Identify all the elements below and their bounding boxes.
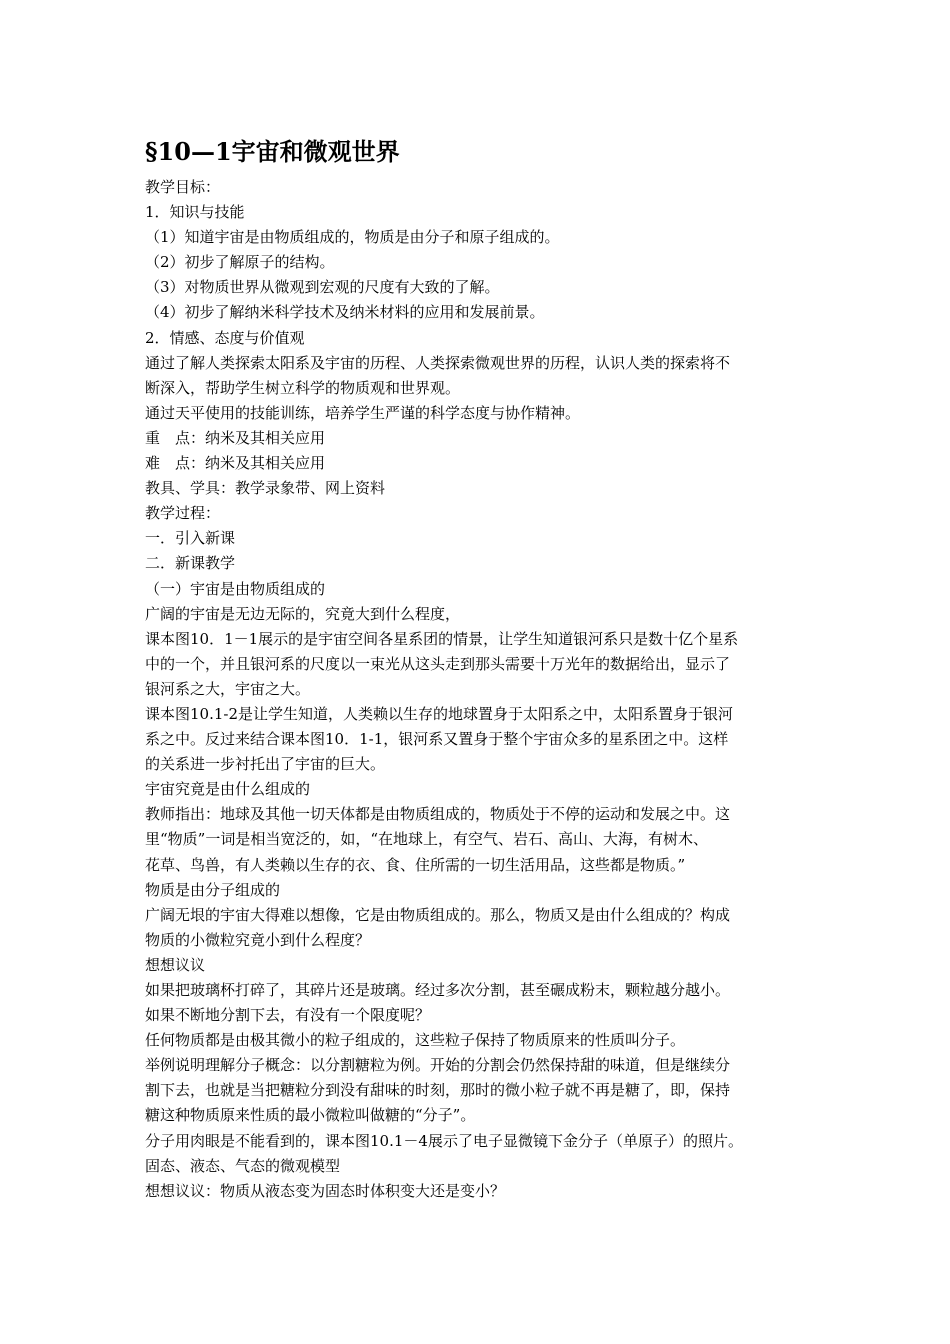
- text-line: 广阔的宇宙是无边无际的，究竟大到什么程度，: [145, 604, 461, 623]
- text-line: （4）初步了解纳米科学技术及纳米材料的应用和发展前景。: [145, 303, 545, 322]
- text-line: 2．情感、态度与价值观: [145, 328, 305, 347]
- text-line: 想想议议: [145, 955, 206, 974]
- text-line: 里“物质”一词是相当宽泛的，如，“在地球上，有空气、岩石、高山、大海，有树木、: [145, 830, 709, 849]
- text-line: 断深入，帮助学生树立科学的物质观和世界观。: [145, 378, 461, 397]
- text-line: 任何物质都是由极其微小的粒子组成的，这些粒子保持了物质原来的性质叫分子。: [145, 1031, 686, 1050]
- text-line: 1．知识与技能: [145, 203, 245, 222]
- text-line: 的关系进一步衬托出了宇宙的巨大。: [145, 755, 386, 774]
- text-line: 宇宙究竟是由什么组成的: [145, 780, 311, 799]
- text-line: 教学过程：: [145, 504, 221, 523]
- text-line: （1）知道宇宙是由物质组成的，物质是由分子和原子组成的。: [145, 228, 560, 247]
- text-line: 重 点：纳米及其相关应用: [145, 428, 326, 447]
- text-line: 想想议议：物质从液态变为固态时体积变大还是变小？: [145, 1181, 506, 1200]
- text-line: 教具、学具：教学录象带、网上资料: [145, 479, 386, 498]
- text-line: 分子用肉眼是不能看到的，课本图10.1－4展示了电子显微镜下金分子（单原子）的照片。: [145, 1131, 743, 1150]
- text-line: 如果把玻璃杯打碎了，其碎片还是玻璃。经过多次分割，甚至碾成粉末，颗粒越分越小。: [145, 981, 731, 999]
- text-line: 花草、鸟兽，有人类赖以生存的衣、食、住所需的一切生活用品，这些都是物质。”: [145, 855, 686, 874]
- text-line: 割下去，也就是当把糖粒分到没有甜味的时刻，那时的微小粒子就不再是糖了，即，保持: [145, 1081, 731, 1100]
- text-line: 一．引入新课: [145, 529, 236, 548]
- text-line: 举例说明理解分子概念：以分割糖粒为例。开始的分割会仍然保持甜的味道，但是继续分: [145, 1056, 731, 1075]
- document-title: §10—1宇宙和微观世界: [145, 137, 400, 166]
- text-line: 广阔无垠的宇宙大得难以想像，它是由物质组成的。那么，物质又是由什么组成的？构成: [145, 905, 731, 924]
- text-line: 二．新课教学: [145, 554, 236, 573]
- text-line: （3）对物质世界从微观到宏观的尺度有大致的了解。: [145, 278, 500, 297]
- text-line: 课本图10.1-2是让学生知道，人类赖以生存的地球置身于太阳系之中，太阳系置身于银河: [145, 704, 734, 723]
- text-line: 糖这种物质原来性质的最小微粒叫做糖的“分子”。: [145, 1106, 476, 1125]
- text-line: 通过天平使用的技能训练，培养学生严谨的科学态度与协作精神。: [145, 403, 581, 422]
- text-line: 如果不断地分割下去，有没有一个限度呢？: [145, 1006, 431, 1025]
- text-line: 通过了解人类探索太阳系及宇宙的历程、人类探索微观世界的历程，认识人类的探索将不: [145, 353, 731, 372]
- text-line: 中的一个，并且银河系的尺度以一束光从这头走到那头需要十万光年的数据给出，显示了: [145, 654, 731, 673]
- document-body: [145, 134, 807, 1204]
- text-line: 系之中。反过来结合课本图10．1-1，银河系又置身于整个宇宙众多的星系团之中。这样: [145, 730, 729, 749]
- text-line: 物质是由分子组成的: [145, 880, 281, 899]
- text-line: 固态、液态、气态的微观模型: [145, 1156, 341, 1175]
- text-line: （一）宇宙是由物质组成的: [145, 579, 326, 598]
- text-line: 银河系之大，宇宙之大。: [145, 679, 311, 698]
- text-line: 教学目标：: [145, 178, 221, 196]
- document-text: [145, 175, 807, 1204]
- text-line: 课本图10．1－1展示的是宇宙空间各星系团的情景，让学生知道银河系只是数十亿个星系: [145, 629, 739, 648]
- text-line: 教师指出：地球及其他一切天体都是由物质组成的，物质处于不停的运动和发展之中。这: [145, 805, 731, 824]
- text-line: 难 点：纳米及其相关应用: [145, 454, 326, 473]
- text-line: 物质的小微粒究竟小到什么程度？: [145, 930, 371, 949]
- text-line: （2）初步了解原子的结构。: [145, 253, 335, 272]
